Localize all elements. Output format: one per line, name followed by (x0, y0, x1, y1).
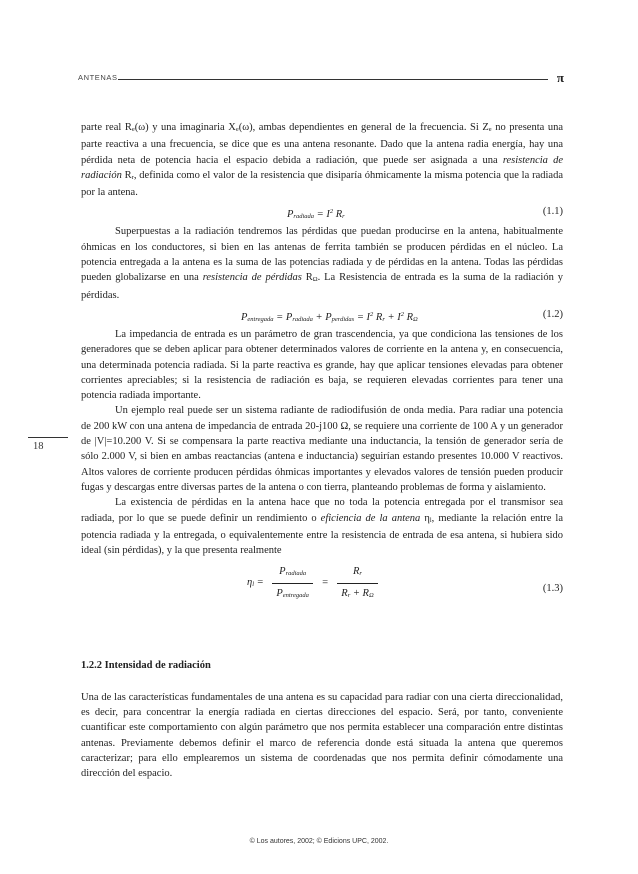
header-title: ANTENAS (78, 73, 118, 82)
fraction-resistance: $\frac{R_r}{R_r + R_\Omega}$ (337, 564, 377, 603)
margin-rule (28, 437, 68, 438)
equation-1-2: $P_{entregada} = P_{radiada} + P_{perdidas} = I^2$ $R_r + I^2$ $R_\Omega$ (1.2) (241, 308, 563, 323)
equation-number: (1.2) (542, 308, 563, 320)
equation-number: (1.1) (542, 206, 563, 218)
page-number: 18 (33, 441, 44, 452)
paragraph-6: Una de las características fundamentales de una antena es su capacidad para radiar con una cierta direccionalidad, es decir, para concentrar la energía radiada en ciertas direcciones del espacio. Será, por tanto, conveniente cuantificar este comportamiento con algún parámetro que nos permita establecer una comparación entre distintas antenas. Previamente debemos definir el marco de referencia donde está situada la antena que queremos caracterizar; para ello emplearemos un sistema de coordenadas que nos permita definir cómodamente una dirección del espacio. (81, 691, 563, 780)
paragraph-5: La existencia de pérdidas en la antena hace que no toda la potencia entregada por el transmisor sea radiada, por lo que se puede definir un rendimiento o eficiencia de la antena $\eta_l$, mediante la relación entre la potencia radiada y la entregada, o equivalentemente entre la resistencia de entrada de esa antena, si hubiera sido ideal (sin pérdidas), y la que presenta realmente (81, 497, 563, 557)
body-text (81, 120, 563, 782)
publisher-logo-icon: π (556, 70, 564, 85)
paragraph-2: Superpuestas a la radiación tendremos las pérdidas que puedan producirse en la antena, habitualmente óhmicas en los conductores, si bien en las antenas de ferrita también se producen pérdidas en el núcleo. La potencia entregada a la antena es la suma de las potencias radiada y de pérdidas en la antena. Todas las pérdidas pueden globalizarse en una resistencia de pérdidas $R_\Omega$. La Resistencia de entrada es la suma de la radiación y pérdidas. (81, 226, 563, 301)
equation-number: (1.3) (542, 583, 563, 595)
header-rule (118, 79, 548, 80)
running-header (78, 72, 564, 86)
section-heading: 1.2.2 Intensidad de radiación (81, 660, 211, 672)
paragraph-3: La impedancia de entrada es un parámetro de gran trascendencia, ya que condiciona las tensiones de los generadores que se deben aplicar para obtener determinados valores de corriente en la antena y, en consecuencia, una determinada potencia radiada. Si la parte reactiva es grande, hay que aplicar tensiones elevadas para obtener corrientes apreciables; si la resistencia de radiación es baja, se requieren elevadas corrientes para tener una potencia radiada importante. (81, 328, 563, 402)
paragraph-4: Un ejemplo real puede ser un sistema radiante de radiodifusión de onda media. Para radiar una potencia de 200 kW con una antena de impedancia de entrada 20-j100 Ω, se requiere una corriente de 100 A y un generador de |V|=10.200 V. Si se compensara la parte reactiva mediante una inductancia, la tensión de generador sería de sólo 2.000 V, si bien en ambas reactancias (antena e inductancia) seguirían estando presentes 10.000 V reactivos. Altos valores de corriente producen pérdidas óhmicas importantes y elevados valores de tensión pueden producir fugas y descargas entre diversas partes de la antena o con tierra, planteando problemas de forma y aislamiento. (81, 405, 563, 493)
copyright-footer: © Los autores, 2002; © Edicions UPC, 2002. (249, 838, 389, 845)
equation-1-1: $P_{radiada} = I^2$ $R_r$ (1.1) (287, 206, 563, 221)
fraction-power: $\frac{P_{radiada}}{P_{entregada}}$ (272, 564, 313, 603)
paragraph-1: parte real $R_e(\omega)$ y una imaginaria $X_e(\omega)$, ambas dependientes en general de la frecuencia. Si $Z_e$ no presenta una parte reactiva a una frecuencia, se dice que es una antena resonante. Dado que la antena radia energía, hay una pérdida neta de potencia hacia el espacio debida a radiación, que puede ser asignada a una resistencia de radiación $R_r$, definida como el valor de la resistencia que disiparía óhmicamente la misma potencia que la radiada por la antena. (81, 122, 563, 199)
equation-1-3: $\eta_l$ = $\frac{P_{radiada}}{P_{entregada}}$ = $\frac{R_r}{R_r + R_\Omega}$ (1.3) (81, 564, 563, 616)
